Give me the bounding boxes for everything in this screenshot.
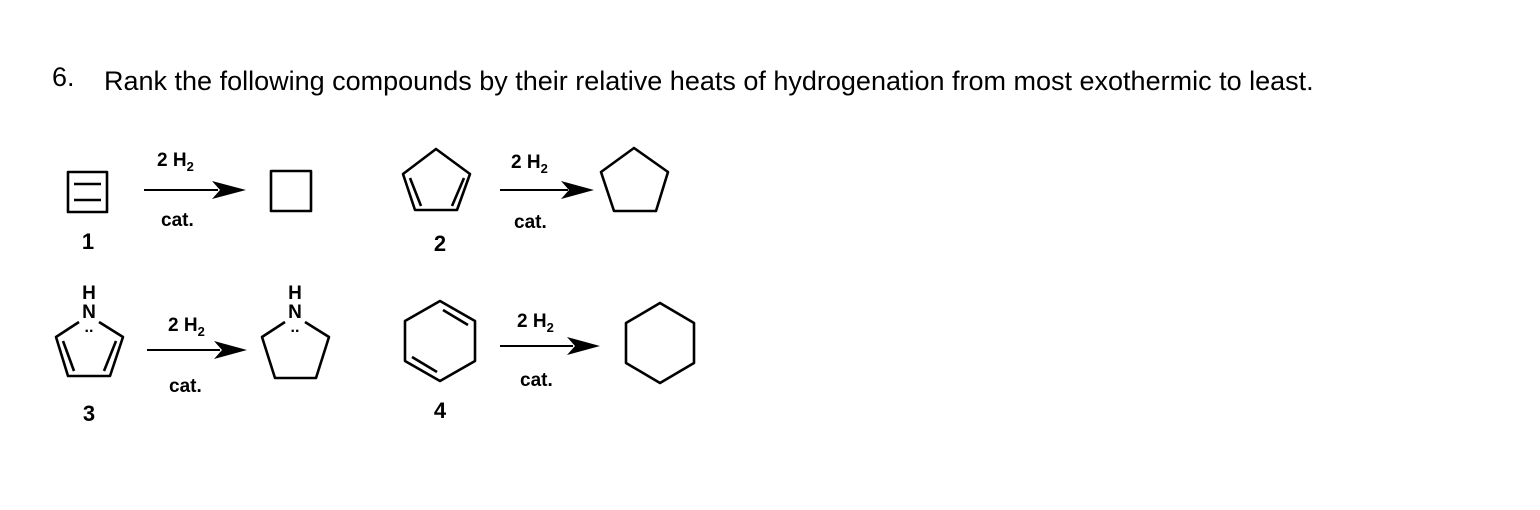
compound-label-4: 4 [433, 398, 447, 423]
nitrogen-atom: N [288, 302, 302, 323]
reagent-1: 2 $H_2$ [157, 150, 194, 174]
reaction-3 [56, 283, 329, 426]
nitrogen-atom: N [82, 302, 96, 323]
reaction-2 [403, 148, 668, 256]
cyclohexadiene-structure [405, 301, 475, 381]
hydrogen-atom: H [82, 283, 96, 304]
reaction-arrow-4 [500, 337, 600, 355]
compound-label-2: 2 [433, 231, 447, 256]
cyclohexane-structure [626, 303, 694, 383]
reaction-4 [405, 301, 694, 423]
lone-pair: .. [290, 319, 300, 336]
catalyst-1: cat. [161, 210, 194, 231]
lone-pair: .. [84, 319, 94, 336]
catalyst-2: cat. [514, 212, 547, 233]
pyrrolidine-structure [262, 283, 329, 378]
reagent-2: 2 $H_2$ [511, 152, 548, 176]
reaction-1 [68, 150, 311, 254]
question-number: 6. [52, 62, 75, 92]
catalyst-3: cat. [169, 376, 202, 397]
reagent-3: 2 $H_2$ [168, 315, 205, 339]
cyclopentadiene-structure [403, 149, 470, 210]
reagent-4: 2 $H_2$ [517, 311, 554, 335]
catalyst-4: cat. [520, 370, 553, 391]
cyclopentane-structure [601, 148, 668, 211]
reaction-arrow-2 [500, 181, 594, 199]
hydrogen-atom: H [288, 283, 302, 304]
question-text: Rank the following compounds by their relative heats of hydrogenation from most exothermic to least. [104, 66, 1314, 96]
reaction-arrow-3 [147, 341, 247, 359]
compound-label-1: 1 [81, 229, 95, 254]
reaction-arrow-1 [144, 181, 246, 199]
cyclobutane-structure [271, 171, 311, 211]
pyrrole-structure [56, 283, 123, 376]
compound-label-3: 3 [82, 401, 96, 426]
cyclobutadiene-structure [68, 172, 107, 212]
